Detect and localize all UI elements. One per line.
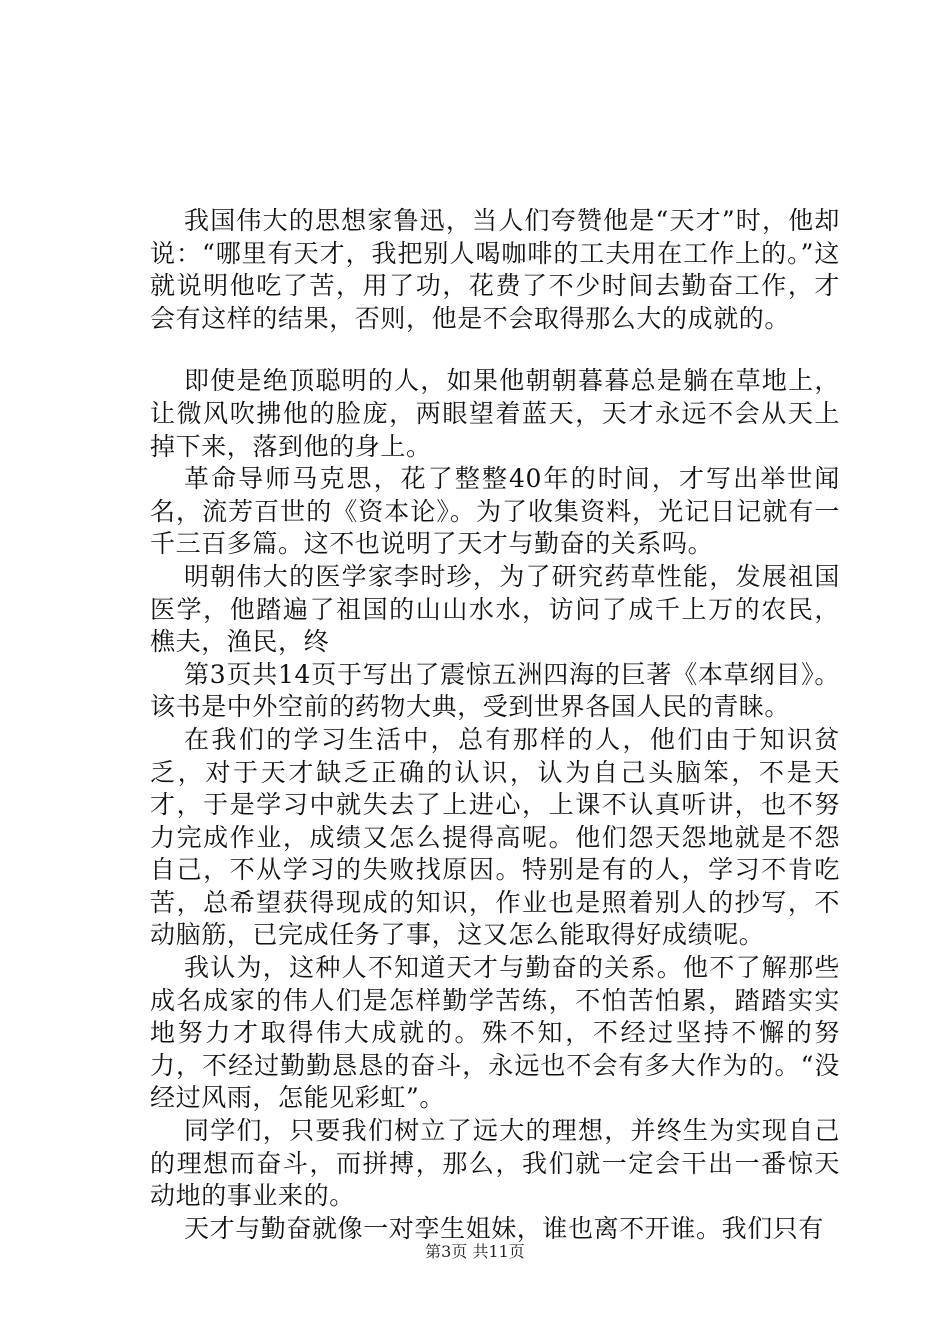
paragraph-my-view: 我认为，这种人不知道天才与勤奋的关系。他不了解那些成名成家的伟人们是怎样勤学苦练，不怕苦怕累，踏踏实实地努力才取得伟大成就的。殊不知，不经过坚持不懈的努力，不经过勤勤恳恳的奋斗，永远也不会有多大作为的。“没经过风雨，怎能见彩虹”。 [150,953,840,1113]
paragraph-classmates: 同学们，只要我们树立了远大的理想，并终生为实现自己的理想而奋斗，而拼搏，那么，我们就一定会干出一番惊天动地的事业来的。 [150,1116,840,1211]
paragraph-marx: 革命导师马克思，花了整整40年的时间，才写出举世闻名，流芳百世的《资本论》。为了收集资料，光记日记就有一千三百多篇。这不也说明了天才与勤奋的关系吗。 [150,464,840,559]
paragraph-bencao-gangmu: 第3页共14页于写出了震惊五洲四海的巨著《本草纲目》。该书是中外空前的药物大典，受到世界各国人民的青睐。 [150,659,840,722]
paragraph-luxun: 我国伟大的思想家鲁迅，当人们夸赞他是“天才”时，他却说：“哪里有天才，我把别人喝咖啡的工夫用在工作上的。”这就说明他吃了苦，用了功，花费了不少时间去勤奋工作，才会有这样的结果，否则，他是不会取得那么大的成就的。 [150,206,840,333]
paragraph-twins: 天才与勤奋就像一对孪生姐妹，谁也离不开谁。我们只有 [184,1213,825,1243]
paragraph-study-life: 在我们的学习生活中，总有那样的人，他们由于知识贫乏，对于天才缺乏正确的认识，认为自己头脑笨，不是天才，于是学习中就失去了上进心，上课不认真听讲，也不努力完成作业，成绩又怎么提得高呢。他们怨天怨地就是不怨自己，不从学习的失败找原因。特别是有的人，学习不肯吃苦，总希望获得现成的知识，作业也是照着别人的抄写，不动脑筋，已完成任务了事，这又怎么能取得好成绩呢。 [150,724,840,950]
paragraph-li-shizhen: 明朝伟大的医学家李时珍，为了研究药草性能，发展祖国医学，他踏遍了祖国的山山水水，访问了成千上万的农民，樵夫，渔民，终 [150,561,840,657]
document-body [150,205,840,1245]
page-footer: 第3页 共11页 [425,1242,525,1261]
paragraph-smart-person: 即使是绝顶聪明的人，如果他朝朝暮暮总是躺在草地上，让微风吹拂他的脸庞，两眼望着蓝天，天才永远不会从天上掉下来，落到他的身上。 [150,366,840,461]
